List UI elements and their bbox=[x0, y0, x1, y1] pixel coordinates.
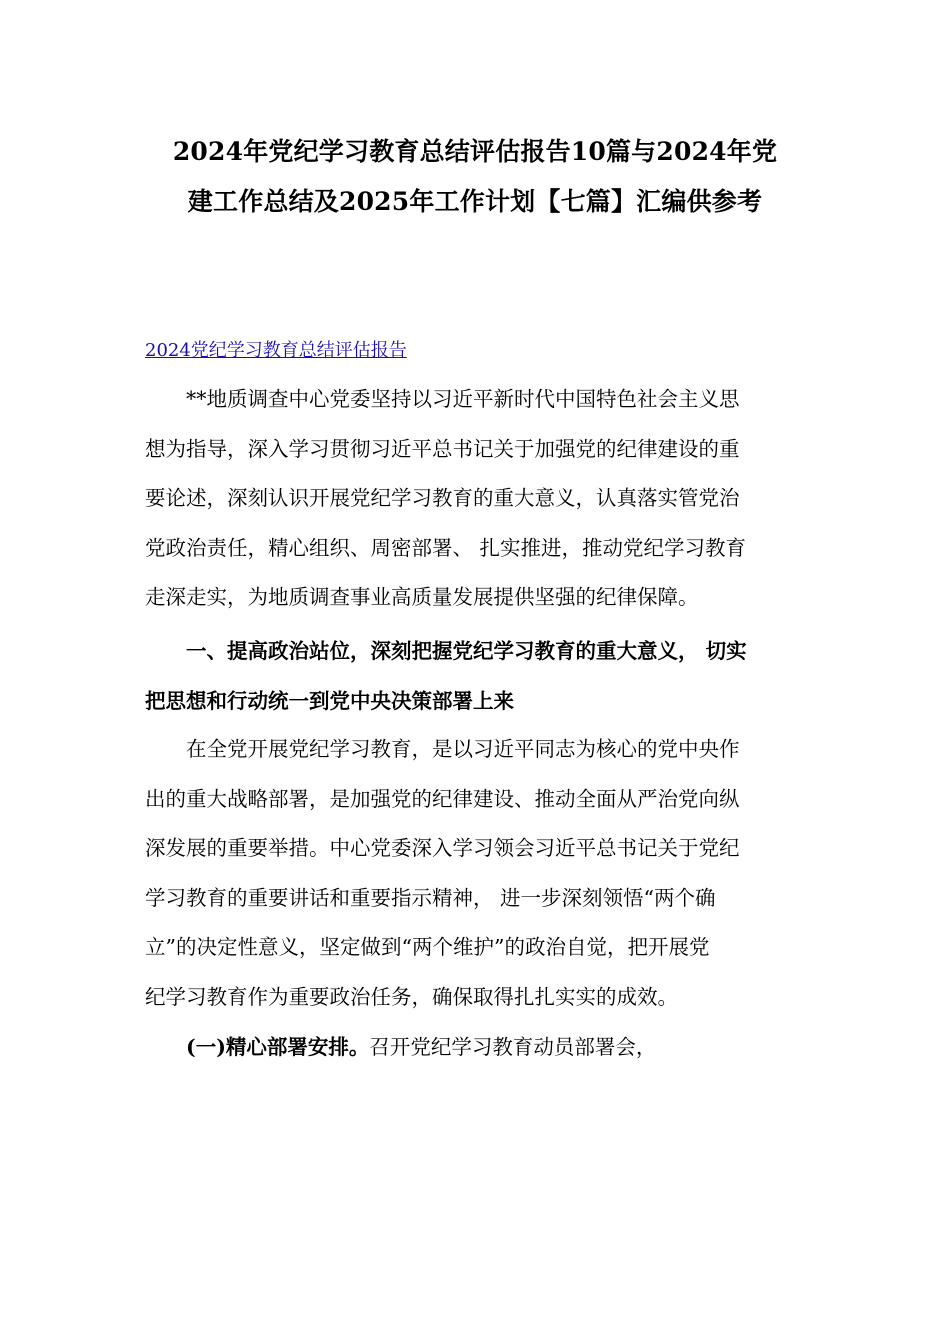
intro-line: 要论述，深刻认识开展党纪学习教育的重大意义，认真落实管党治 bbox=[145, 486, 740, 510]
paragraph-line bbox=[145, 1023, 805, 1073]
heading-line: 一、提高政治站位，深刻把握党纪学习教育的重大意义， 切实 bbox=[145, 639, 747, 663]
body-paragraph-3 bbox=[145, 1023, 805, 1073]
heading-line: 把思想和行动统一到党中央决策部署上来 bbox=[145, 688, 514, 713]
paragraph-line: 出的重大战略部署，是加强党的纪律建设、推动全面从严治党向纵 bbox=[145, 786, 740, 811]
intro-line: **地质调查中心党委坚持以习近平新时代中国特色社会主义思 bbox=[145, 387, 740, 411]
paragraph-line: 立”的决定性意义，坚定做到“两个维护”的政治自觉，把开展党 bbox=[145, 935, 710, 959]
section-link-report[interactable]: 2024党纪学习教育总结评估报告 bbox=[145, 340, 407, 361]
body-paragraph-2 bbox=[145, 725, 805, 1022]
intro-line: 走深走实，为地质调查事业高质量发展提供坚强的纪律保障。 bbox=[145, 585, 699, 609]
paragraph-line: 纪学习教育作为重要政治任务，确保取得扎扎实实的成效。 bbox=[145, 984, 678, 1009]
title-line-2: 建工作总结及2025年工作计划【七篇】汇编供参考 bbox=[187, 187, 763, 216]
paragraph-line: 在全党开展党纪学习教育，是以习近平同志为核心的党中央作 bbox=[145, 737, 740, 761]
intro-line: 党政治责任，精心组织、周密部署、 扎实推进，推动党纪学习教育 bbox=[145, 535, 747, 560]
paragraph-text: 召开党纪学习教育动员部署会， bbox=[369, 1035, 657, 1059]
section-heading-1 bbox=[145, 627, 805, 726]
paragraph-line: 深发展的重要举措。中心党委深入学习领会习近平总书记关于党纪 bbox=[145, 836, 740, 860]
intro-paragraph bbox=[145, 375, 805, 623]
title-line-1: 2024年党纪学习教育总结评估报告10篇与2024年党 bbox=[172, 137, 778, 166]
document-title bbox=[120, 127, 830, 227]
paragraph-line: 学习教育的重要讲话和重要指示精神， 进一步深刻领悟“两个确 bbox=[145, 885, 716, 910]
intro-line: 想为指导，深入学习贯彻习近平总书记关于加强党的纪律建设的重 bbox=[145, 436, 740, 461]
subheading-lead: (一)精心部署安排。 bbox=[145, 1035, 370, 1059]
